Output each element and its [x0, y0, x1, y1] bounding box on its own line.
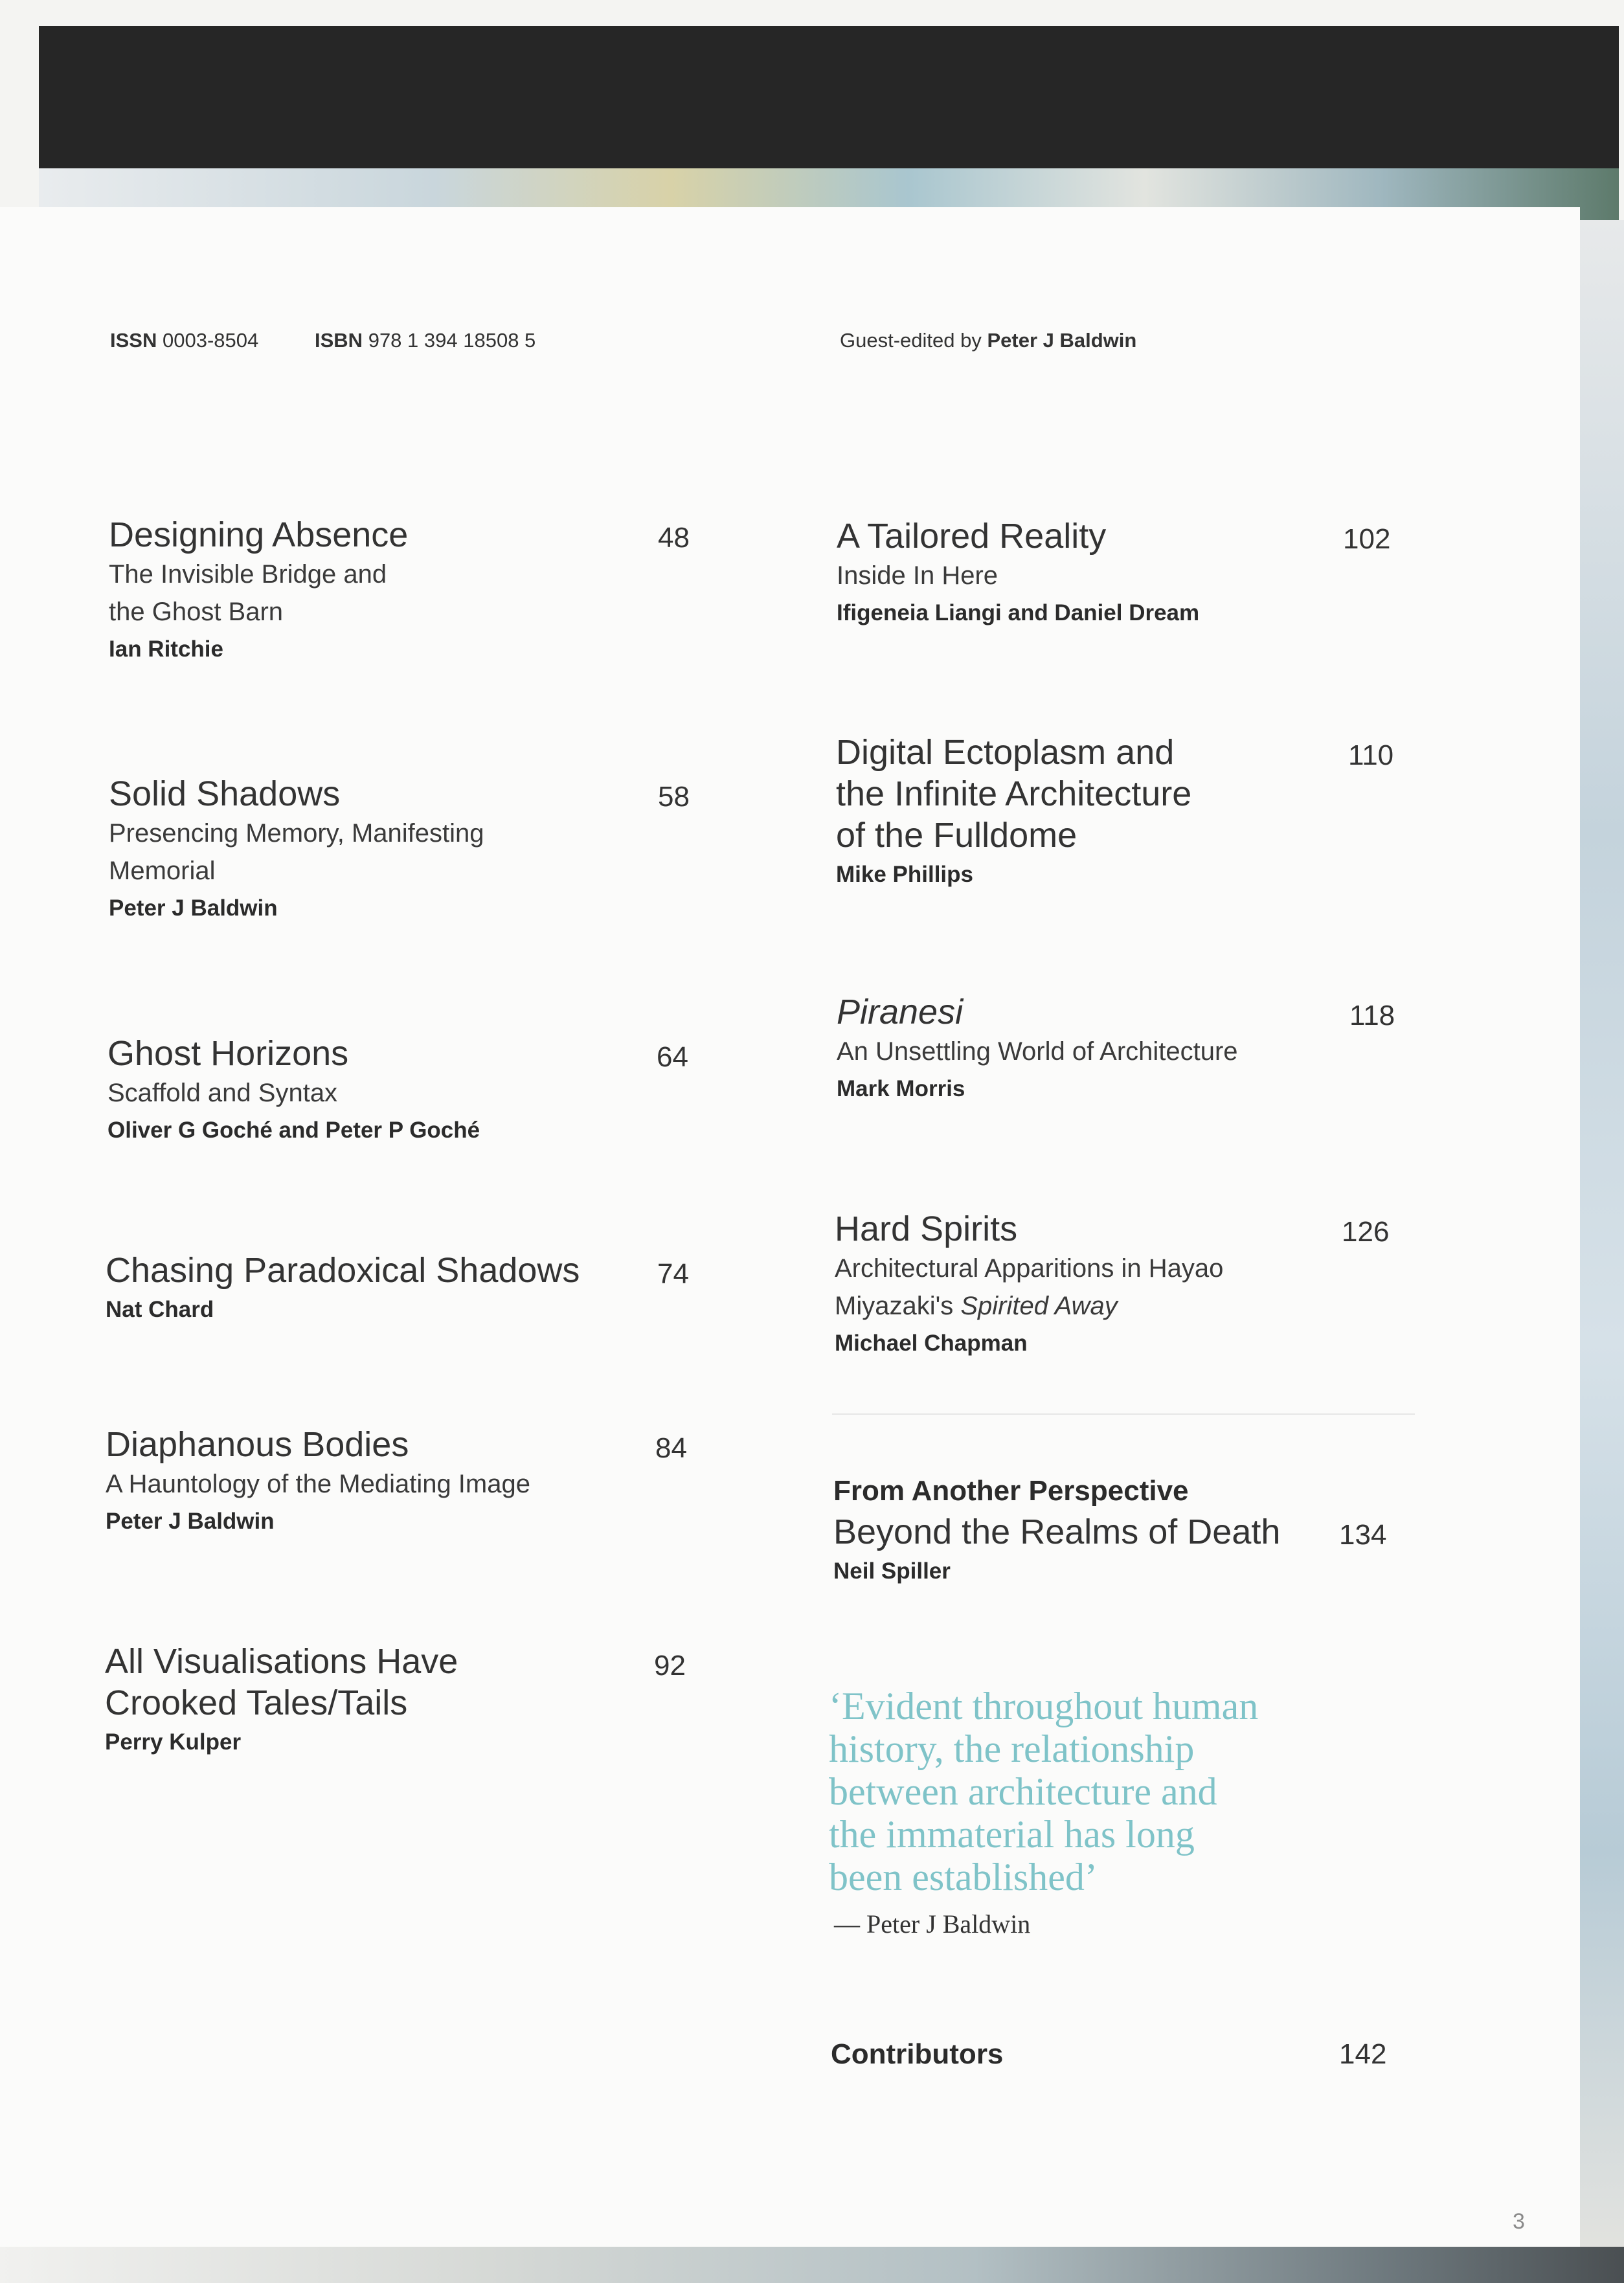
guest-editor-line: [840, 329, 1136, 352]
entry-subtitle: the Ghost Barn: [109, 598, 284, 626]
bottom-edge-image: [0, 2247, 1624, 2283]
toc-entry[interactable]: [106, 1424, 688, 1540]
quote-line: history, the relationship: [829, 1727, 1195, 1770]
entry-title: Designing Absence: [109, 515, 409, 554]
quote-line: the immaterial has long: [829, 1813, 1195, 1856]
quote-line: been established’: [829, 1856, 1098, 1898]
issn: [110, 329, 258, 352]
entry-author: Mark Morris: [837, 1076, 965, 1101]
toc-entry[interactable]: [835, 1208, 1417, 1362]
entry-author: Perry Kulper: [105, 1729, 242, 1755]
toc-entry[interactable]: [833, 1471, 1416, 1590]
pull-quote: [829, 1685, 1334, 1898]
entry-title: Diaphanous Bodies: [106, 1425, 409, 1464]
entry-subtitle: An Unsettling World of Architecture: [837, 1037, 1238, 1066]
entry-title: Beyond the Realms of Death: [833, 1513, 1281, 1551]
film-title: Spirited Away: [960, 1292, 1118, 1320]
isbn: [315, 329, 536, 352]
toc-entry[interactable]: [836, 732, 1419, 894]
entry-title: Digital Ectoplasm and: [836, 733, 1175, 772]
section-kicker: From Another Perspective: [833, 1475, 1189, 1507]
entry-title: Ghost Horizons: [107, 1034, 349, 1073]
guest-editor-name: Peter J Baldwin: [987, 329, 1137, 352]
isbn-value: 978 1 394 18508 5: [368, 329, 536, 352]
toc-entry[interactable]: [837, 515, 1419, 632]
entry-author: Ian Ritchie: [109, 636, 223, 662]
entry-subtitle: Architectural Apparitions in Hayao: [835, 1254, 1224, 1283]
quote-line: ‘Evident throughout human: [829, 1685, 1259, 1727]
entry-subtitle: Presencing Memory, Manifesting: [109, 819, 484, 848]
issn-label: ISSN: [110, 329, 157, 352]
isbn-label: ISBN: [315, 329, 363, 352]
quote-line: between architecture and: [829, 1770, 1217, 1813]
entry-title: Chasing Paradoxical Shadows: [106, 1251, 580, 1290]
entry-title: Crooked Tales/Tails: [105, 1683, 408, 1722]
entry-author: Peter J Baldwin: [109, 895, 278, 921]
page-number: 58: [658, 781, 690, 813]
toc-entry[interactable]: [109, 514, 692, 668]
toc-entry[interactable]: [105, 1641, 688, 1761]
entry-title: A Tailored Reality: [837, 517, 1107, 556]
right-edge-image: [1573, 220, 1624, 2260]
entry-subtitle: Inside In Here: [837, 561, 998, 590]
page-number: 74: [657, 1258, 689, 1290]
page-number: 142: [1339, 2038, 1387, 2070]
entry-title: the Infinite Architecture: [836, 774, 1192, 813]
entry-title: of the Fulldome: [836, 816, 1077, 855]
issn-value: 0003-8504: [162, 329, 259, 352]
entry-subtitle: A Hauntology of the Mediating Image: [106, 1470, 530, 1498]
page-number: 126: [1342, 1216, 1390, 1248]
toc-entry[interactable]: [837, 991, 1419, 1108]
entry-author: Neil Spiller: [833, 1558, 951, 1584]
entry-author: Michael Chapman: [835, 1331, 1028, 1356]
entry-subtitle: Memorial: [109, 857, 216, 885]
entry-title: All Visualisations Have: [105, 1642, 458, 1681]
entry-subtitle: The Invisible Bridge and: [109, 560, 387, 589]
folio: 3: [1513, 2209, 1525, 2234]
page-number: 48: [658, 522, 690, 554]
header-image-band: [39, 26, 1619, 168]
toc-entry[interactable]: [106, 1250, 688, 1329]
divider-rule: [832, 1413, 1415, 1415]
entry-title: Solid Shadows: [109, 774, 341, 813]
quote-attribution: — Peter J Baldwin: [834, 1909, 1031, 1939]
subtitle-text: Miyazaki's: [835, 1292, 961, 1320]
entry-author: Peter J Baldwin: [106, 1509, 275, 1534]
entry-title: Piranesi: [837, 993, 964, 1031]
page-number: 64: [657, 1041, 688, 1073]
page-number: 134: [1339, 1519, 1387, 1551]
page-number: 92: [654, 1650, 686, 1681]
toc-entry[interactable]: [109, 773, 692, 927]
page-number: 84: [655, 1432, 687, 1464]
contributors-link[interactable]: Contributors: [831, 2038, 1004, 2070]
guest-prefix: Guest-edited by: [840, 329, 982, 352]
entry-subtitle: [835, 1287, 1417, 1325]
entry-author: Nat Chard: [106, 1297, 214, 1322]
entry-title: Hard Spirits: [835, 1209, 1018, 1248]
page-number: 118: [1349, 1000, 1395, 1031]
entry-author: Ifigeneia Liangi and Daniel Dream: [837, 600, 1200, 625]
entry-subtitle: Scaffold and Syntax: [107, 1079, 338, 1107]
page-number: 102: [1343, 523, 1391, 555]
page-number: 110: [1348, 739, 1394, 771]
toc-entry[interactable]: [107, 1033, 690, 1149]
entry-author: Mike Phillips: [836, 862, 973, 887]
entry-author: Oliver G Goché and Peter P Goché: [107, 1118, 480, 1143]
